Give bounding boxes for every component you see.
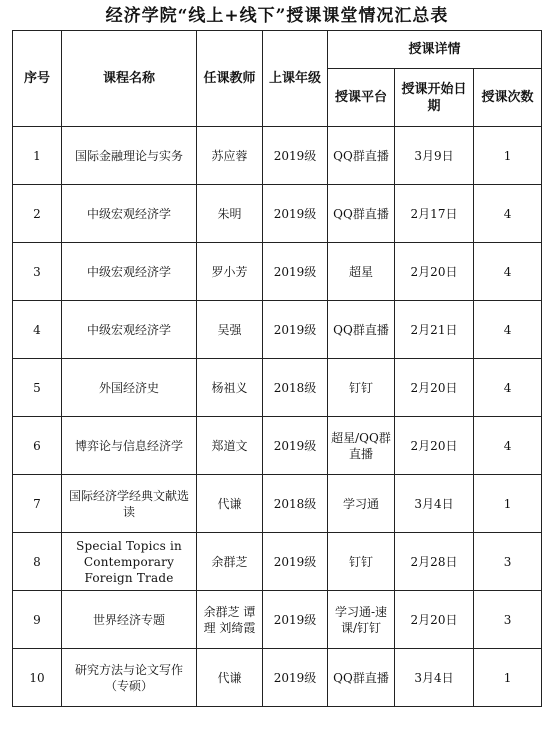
cell-platform: 超星 <box>328 243 395 301</box>
cell-sessions: 4 <box>474 243 542 301</box>
table-row <box>13 359 542 417</box>
cell-platform: 超星/QQ群直播 <box>328 417 395 475</box>
cell-grade: 2018级 <box>263 359 328 417</box>
cell-index: 10 <box>13 649 62 707</box>
cell-sessions: 4 <box>474 301 542 359</box>
cell-index: 3 <box>13 243 62 301</box>
cell-start-date: 2月20日 <box>395 243 474 301</box>
cell-course: 国际金融理论与实务 <box>62 127 197 185</box>
table-row <box>13 591 542 649</box>
cell-start-date: 3月9日 <box>395 127 474 185</box>
cell-platform: QQ群直播 <box>328 301 395 359</box>
cell-grade: 2019级 <box>263 649 328 707</box>
table-row <box>13 301 542 359</box>
cell-sessions: 4 <box>474 185 542 243</box>
table-row <box>13 533 542 591</box>
cell-index: 2 <box>13 185 62 243</box>
cell-start-date: 2月17日 <box>395 185 474 243</box>
cell-sessions: 4 <box>474 359 542 417</box>
header-course: 课程名称 <box>62 31 197 127</box>
header-details: 授课详情 <box>328 31 542 69</box>
table-title: 经济学院“线上+线下”授课课堂情况汇总表 <box>105 6 449 26</box>
cell-course: Special Topics in Contemporary Foreign Trade <box>62 533 197 591</box>
cell-teacher: 吴强 <box>197 301 263 359</box>
cell-sessions: 1 <box>474 127 542 185</box>
cell-teacher: 代谦 <box>197 649 263 707</box>
cell-course: 世界经济专题 <box>62 591 197 649</box>
cell-teacher: 杨祖义 <box>197 359 263 417</box>
cell-course: 中级宏观经济学 <box>62 185 197 243</box>
cell-start-date: 3月4日 <box>395 649 474 707</box>
cell-start-date: 2月20日 <box>395 417 474 475</box>
cell-teacher: 代谦 <box>197 475 263 533</box>
cell-grade: 2019级 <box>263 301 328 359</box>
cell-index: 1 <box>13 127 62 185</box>
cell-start-date: 2月20日 <box>395 591 474 649</box>
cell-course: 国际经济学经典文献选读 <box>62 475 197 533</box>
cell-grade: 2019级 <box>263 417 328 475</box>
cell-course: 博弈论与信息经济学 <box>62 417 197 475</box>
cell-platform: 学习通 <box>328 475 395 533</box>
cell-grade: 2019级 <box>263 243 328 301</box>
cell-teacher: 余群芝 <box>197 533 263 591</box>
header-sessions: 授课次数 <box>474 69 542 127</box>
cell-grade: 2019级 <box>263 533 328 591</box>
cell-platform: QQ群直播 <box>328 649 395 707</box>
cell-teacher: 苏应蓉 <box>197 127 263 185</box>
cell-sessions: 4 <box>474 417 542 475</box>
cell-platform: QQ群直播 <box>328 185 395 243</box>
cell-teacher: 罗小芳 <box>197 243 263 301</box>
table-row <box>13 243 542 301</box>
cell-platform: 学习通-速课/钉钉 <box>328 591 395 649</box>
cell-index: 7 <box>13 475 62 533</box>
header-grade: 上课年级 <box>263 31 328 127</box>
cell-platform: 钉钉 <box>328 359 395 417</box>
cell-start-date: 3月4日 <box>395 475 474 533</box>
course-summary-table <box>12 30 542 707</box>
header-teacher: 任课教师 <box>197 31 263 127</box>
cell-course: 中级宏观经济学 <box>62 243 197 301</box>
cell-course: 研究方法与论文写作（专硕） <box>62 649 197 707</box>
cell-teacher: 朱明 <box>197 185 263 243</box>
cell-course: 外国经济史 <box>62 359 197 417</box>
header-index: 序号 <box>13 31 62 127</box>
cell-index: 6 <box>13 417 62 475</box>
header-start-date: 授课开始日期 <box>395 69 474 127</box>
cell-sessions: 1 <box>474 475 542 533</box>
cell-start-date: 2月21日 <box>395 301 474 359</box>
cell-teacher: 郑道文 <box>197 417 263 475</box>
table-row <box>13 475 542 533</box>
cell-sessions: 3 <box>474 533 542 591</box>
cell-teacher: 余群芝 谭理 刘绮霞 <box>197 591 263 649</box>
table-row <box>13 649 542 707</box>
cell-index: 8 <box>13 533 62 591</box>
cell-platform: QQ群直播 <box>328 127 395 185</box>
table-row <box>13 127 542 185</box>
cell-index: 9 <box>13 591 62 649</box>
cell-sessions: 3 <box>474 591 542 649</box>
cell-sessions: 1 <box>474 649 542 707</box>
table-row <box>13 417 542 475</box>
cell-grade: 2019级 <box>263 185 328 243</box>
cell-start-date: 2月20日 <box>395 359 474 417</box>
header-row-top <box>13 31 542 69</box>
cell-platform: 钉钉 <box>328 533 395 591</box>
cell-grade: 2018级 <box>263 475 328 533</box>
cell-start-date: 2月28日 <box>395 533 474 591</box>
header-platform: 授课平台 <box>328 69 395 127</box>
cell-grade: 2019级 <box>263 591 328 649</box>
cell-index: 4 <box>13 301 62 359</box>
cell-grade: 2019级 <box>263 127 328 185</box>
cell-course: 中级宏观经济学 <box>62 301 197 359</box>
table-row <box>13 185 542 243</box>
cell-index: 5 <box>13 359 62 417</box>
